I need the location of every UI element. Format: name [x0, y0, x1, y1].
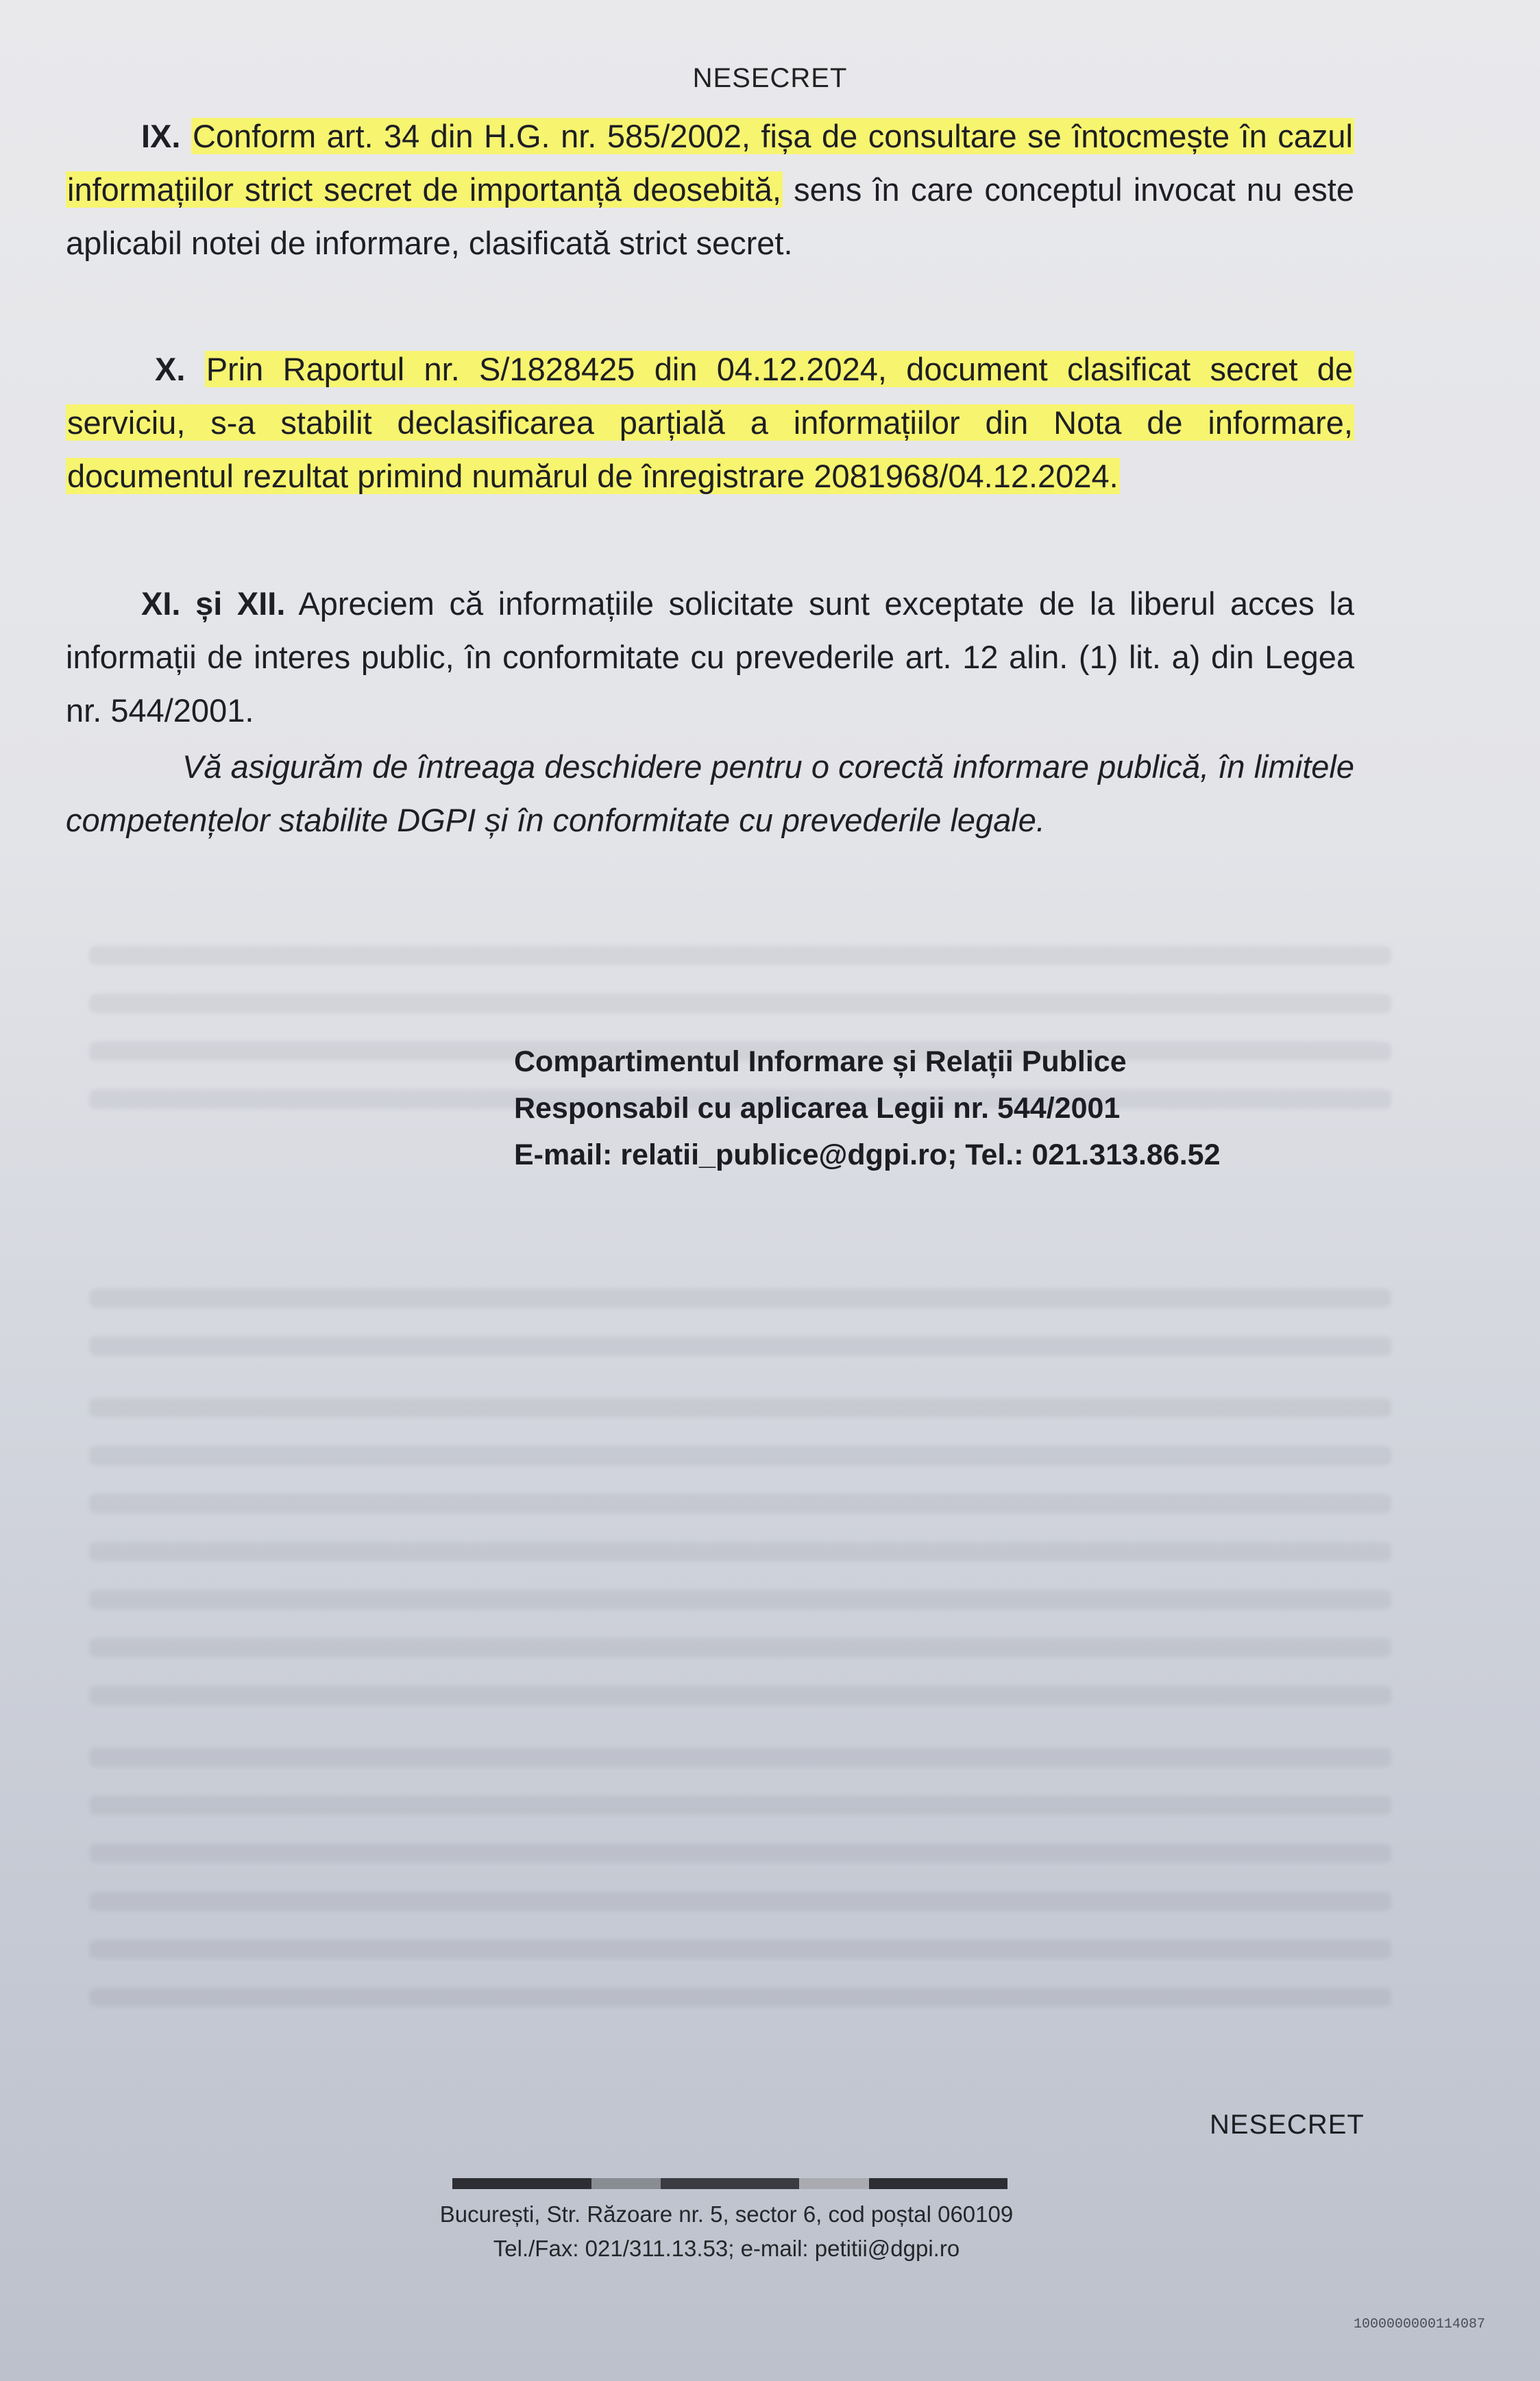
footer-divider	[452, 2178, 1007, 2189]
bleed-through-line	[89, 994, 1391, 1013]
bleed-through-line	[89, 1289, 1391, 1308]
paragraph-text: sens în care conceptul invocat nu este aplicabil notei de informare, clasificată strict secret.	[66, 171, 1354, 261]
closing-statement: Vă asigurăm de întreaga deschidere pentru o corectă informare publică, în limitele competențelor stabilite DGPI și în conformitate cu prevederile legale.	[66, 748, 1354, 838]
paragraph-number: X.	[155, 351, 186, 387]
highlighted-text: Conform art. 34 din H.G. nr. 585/2002, fișa de consultare se întocmește în cazul informațiilor strict secret de importanță deosebită,	[67, 118, 1353, 208]
document-serial: 1000000000114087	[1354, 2317, 1486, 2332]
bleed-through-line	[89, 1988, 1391, 2007]
paragraph-number: XI. și XII.	[141, 585, 286, 622]
bleed-through-line	[89, 1686, 1391, 1705]
bleed-through-line	[89, 1638, 1391, 1657]
footer-address-block	[384, 2197, 1069, 2266]
paragraph-ix	[66, 110, 1354, 270]
bleed-through-line	[89, 1590, 1391, 1609]
bleed-through-line	[89, 1336, 1391, 1356]
bleed-through-line	[89, 1494, 1391, 1513]
bleed-through-line	[89, 1940, 1391, 1959]
contact-value: relatii_publice@dgpi.ro; Tel.: 021.313.86.52	[620, 1138, 1221, 1171]
contact-line	[514, 1132, 1405, 1178]
bleed-through-line	[89, 1796, 1391, 1815]
bleed-through-line	[89, 1398, 1391, 1417]
bleed-through-line	[89, 1892, 1391, 1911]
bleed-through-line	[89, 1542, 1391, 1561]
contact-label: E-mail:	[514, 1138, 613, 1171]
paragraph-text: Apreciem că informațiile solicitate sunt exceptate de la liberul acces la informații de interes public, în conformitate cu prevederile art. 12 alin. (1) lit. a) din Legea nr. 544/2001.	[66, 585, 1354, 729]
bleed-through-line	[89, 1446, 1391, 1465]
paragraph-xi-xii	[66, 577, 1354, 737]
footer-contact: Tel./Fax: 021/311.13.53; e-mail: petitii@dgpi.ro	[493, 2236, 960, 2261]
classification-footer: NESECRET	[1210, 2110, 1365, 2140]
footer-address: București, Str. Răzoare nr. 5, sector 6, cod poștal 060109	[439, 2201, 1014, 2227]
bleed-through-line	[89, 1844, 1391, 1863]
highlighted-text: Prin Raportul nr. S/1828425 din 04.12.2024, document clasificat secret de serviciu, s-a stabilit declasificarea parțială a informațiilor din Nota de informare, documentul rezultat primind numărul de înregistrare 2081968/04.12.2024.	[67, 351, 1353, 494]
signature-block	[514, 1038, 1405, 1178]
department-name: Compartimentul Informare și Relații Publice	[514, 1045, 1127, 1078]
classification-header: NESECRET	[692, 63, 848, 93]
bleed-through-line	[89, 946, 1391, 965]
paragraph-number: IX.	[141, 118, 181, 154]
responsible-line: Responsabil cu aplicarea Legii nr. 544/2001	[514, 1092, 1121, 1125]
bleed-through-line	[89, 1748, 1391, 1767]
paragraph-x	[66, 343, 1354, 503]
